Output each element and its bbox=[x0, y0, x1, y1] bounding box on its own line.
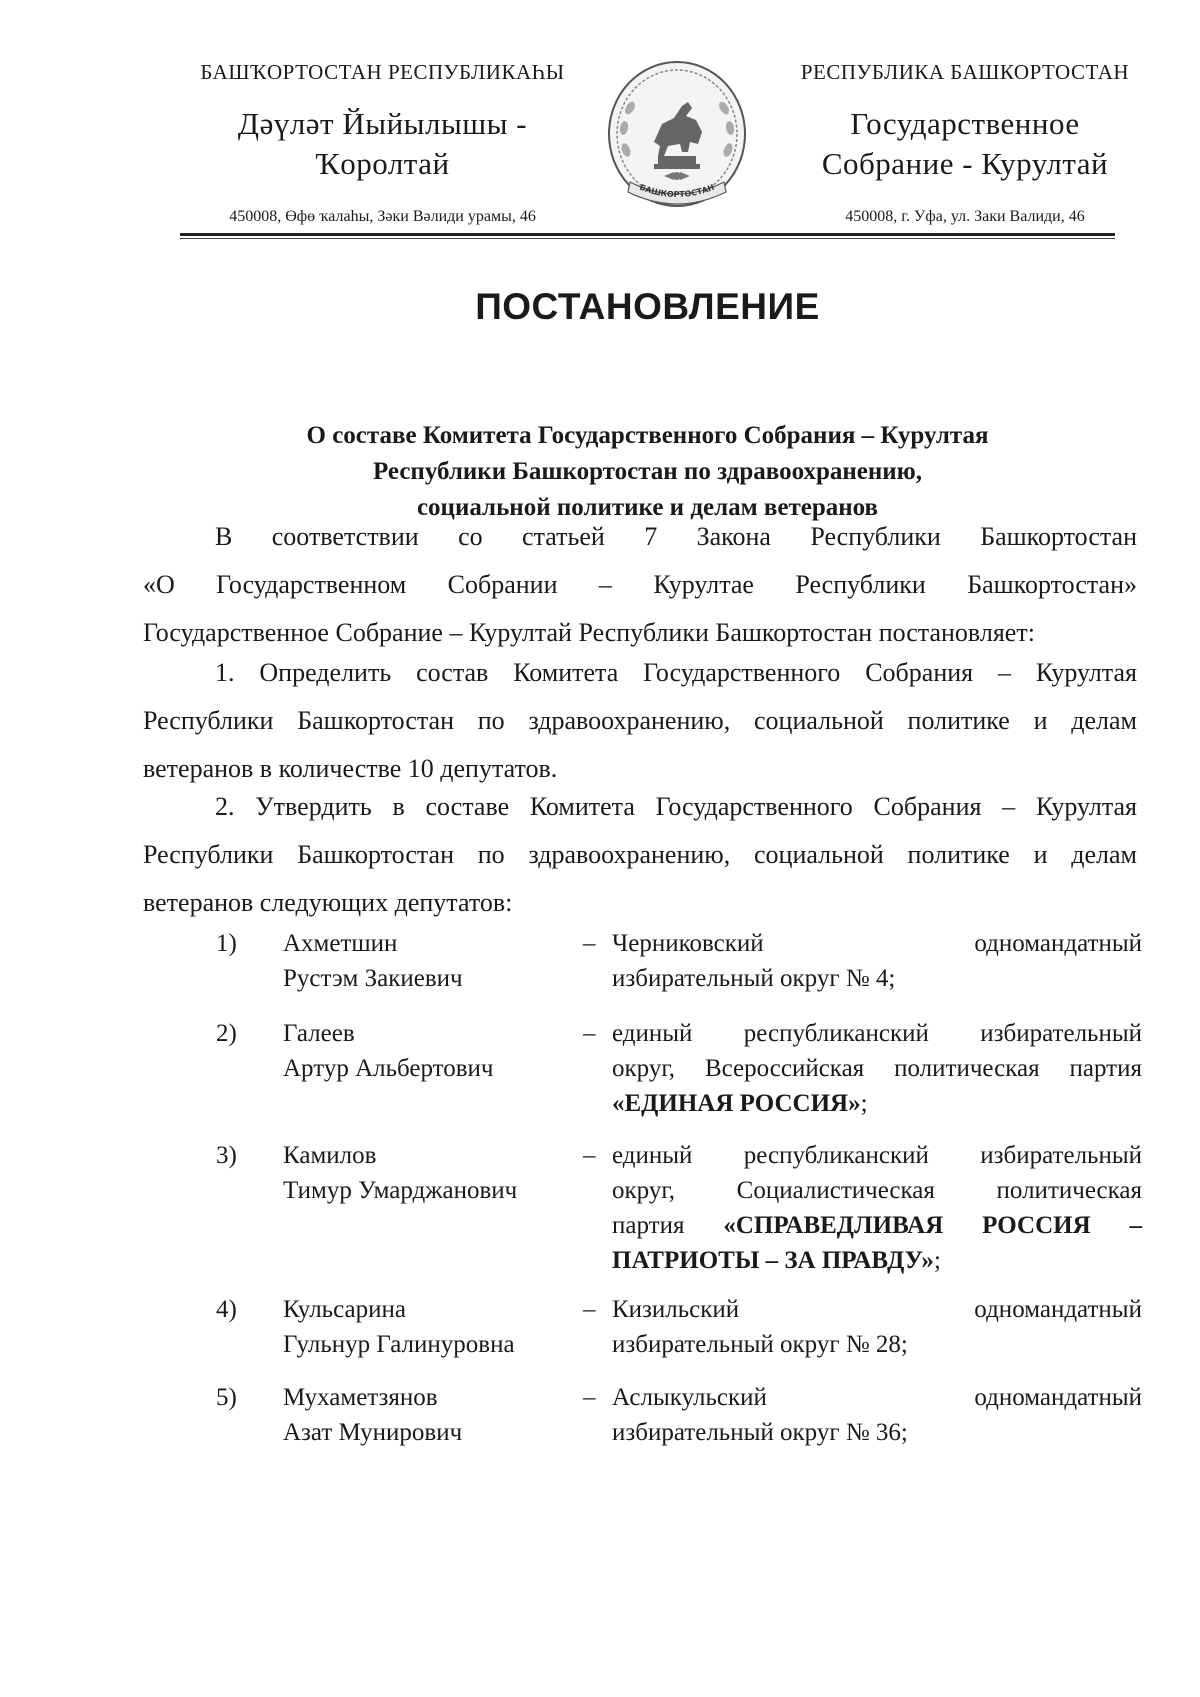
item-2-line-1: 2. Утвердить в составе Комитета Государственного Собрания – Курултая bbox=[215, 792, 1137, 821]
deputy-2-party-name: «ЕДИНАЯ РОССИЯ» bbox=[612, 1090, 861, 1117]
deputy-2-district-line-2: округ, Всероссийская политическая партия bbox=[612, 1055, 1142, 1082]
deputy-2-terminator: ; bbox=[860, 1090, 868, 1117]
deputy-2-surname: Галеев bbox=[283, 1020, 355, 1047]
deputy-2-district-line-1: единый республиканский избирательный bbox=[612, 1020, 1142, 1047]
header-left-organization bbox=[175, 104, 590, 184]
header-right-org-line2: Собрание - Курултай bbox=[821, 146, 1109, 181]
subject-line-1: О составе Комитета Государственного Собрания – Курултая bbox=[306, 422, 989, 449]
deputy-3-party-name-part-1: «СПРАВЕДЛИВАЯ РОССИЯ – bbox=[723, 1212, 1142, 1239]
deputy-3-party-prefix: партия bbox=[612, 1212, 724, 1239]
deputy-4-surname: Кульсарина bbox=[283, 1296, 406, 1323]
header-right-republic: РЕСПУБЛИКА БАШКОРТОСТАН bbox=[800, 60, 1130, 84]
header-left-republic: БАШҠОРТОСТАН РЕСПУБЛИКАҺЫ bbox=[200, 60, 565, 84]
deputy-2-number: 2) bbox=[216, 1020, 237, 1047]
deputy-5-dash: – bbox=[583, 1384, 596, 1411]
item-1-line-3: ветеранов в количестве 10 депутатов. bbox=[143, 754, 558, 783]
deputy-5-given-names: Азат Мунирович bbox=[283, 1419, 463, 1446]
deputy-1-district-line-2: избирательный округ № 4; bbox=[612, 965, 896, 992]
preamble-line-2: «О Государственном Собрании – Курултае Республики Башкортостан» bbox=[143, 570, 1137, 599]
deputy-3-terminator: ; bbox=[933, 1247, 941, 1274]
emblem-ribbon-text: БАШКОРТОСТАН bbox=[638, 182, 716, 200]
deputy-3-party-line-2 bbox=[612, 1243, 1142, 1278]
header-left-org-line1: Дәүләт Йыйылышы - bbox=[237, 106, 528, 141]
deputy-3-surname: Камилов bbox=[283, 1142, 377, 1169]
deputy-2-dash: – bbox=[583, 1020, 596, 1047]
header-divider-thin bbox=[180, 238, 1115, 239]
preamble-line-1: В соответствии со статьей 7 Закона Республики Башкортостан bbox=[215, 522, 1137, 551]
deputy-2-district bbox=[612, 1016, 1142, 1121]
deputy-1-district-line-1: Черниковский одномандатный bbox=[612, 930, 1142, 957]
item-1-paragraph bbox=[143, 649, 1137, 793]
deputy-3-given-names: Тимур Умарджанович bbox=[283, 1177, 518, 1204]
document-subject bbox=[180, 418, 1115, 526]
deputy-5-district-line-2: избирательный округ № 36; bbox=[612, 1419, 908, 1446]
deputy-4-given-names: Гульнур Галинуровна bbox=[283, 1331, 515, 1358]
deputy-1-surname: Ахметшин bbox=[283, 930, 398, 957]
deputy-3-district-line-1: единый республиканский избирательный bbox=[612, 1142, 1142, 1169]
deputy-5-name bbox=[283, 1380, 553, 1450]
deputy-2-party-line bbox=[612, 1086, 1142, 1121]
deputy-4-number: 4) bbox=[216, 1296, 237, 1323]
item-1-line-1: 1. Определить состав Комитета Государственного Собрания – Курултая bbox=[215, 658, 1137, 687]
deputy-5-number: 5) bbox=[216, 1384, 237, 1411]
deputy-3-district bbox=[612, 1138, 1142, 1278]
deputy-3-dash: – bbox=[583, 1142, 596, 1169]
deputy-1-name bbox=[283, 926, 553, 996]
deputy-4-district bbox=[612, 1292, 1142, 1362]
coat-of-arms-emblem bbox=[604, 58, 750, 216]
deputy-3-name bbox=[283, 1138, 553, 1208]
deputy-4-dash: – bbox=[583, 1296, 596, 1323]
deputy-3-party-name-part-2: ПАТРИОТЫ – ЗА ПРАВДУ» bbox=[612, 1247, 934, 1274]
deputy-1-given-names: Рустэм Закиевич bbox=[283, 965, 463, 992]
subject-line-2: Республики Башкортостан по здравоохранению, bbox=[372, 458, 923, 485]
header-right-address: 450008, г. Уфа, ул. Заки Валиди, 46 bbox=[845, 208, 1085, 225]
item-1-line-2: Республики Башкортостан по здравоохранению, социальной политике и делам bbox=[143, 706, 1137, 735]
preamble-line-3: Государственное Собрание – Курултай Республики Башкортостан постановляет: bbox=[143, 618, 1035, 647]
deputy-4-district-line-1: Кизильский одномандатный bbox=[612, 1296, 1142, 1323]
deputy-1-number: 1) bbox=[216, 930, 237, 957]
deputy-5-district-line-1: Аслыкульский одномандатный bbox=[612, 1384, 1142, 1411]
deputy-3-district-line-2: округ, Социалистическая политическая bbox=[612, 1177, 1142, 1204]
item-2-paragraph bbox=[143, 783, 1137, 927]
deputy-1-district bbox=[612, 926, 1142, 996]
deputy-5-surname: Мухаметзянов bbox=[283, 1384, 438, 1411]
header-right-organization bbox=[770, 104, 1160, 184]
header-left-address: 450008, Өфө ҡалаһы, Зәки Вәлиди урамы, 46 bbox=[229, 208, 536, 225]
header-divider-thick bbox=[180, 233, 1115, 236]
document-title: ПОСТАНОВЛЕНИЕ bbox=[475, 286, 820, 327]
deputy-4-district-line-2: избирательный округ № 28; bbox=[612, 1331, 908, 1358]
header-left-org-line2: Ҡоролтай bbox=[315, 146, 450, 181]
item-2-line-3: ветеранов следующих депутатов: bbox=[143, 888, 513, 917]
header-right-org-line1: Государственное bbox=[850, 106, 1080, 141]
deputy-4-name bbox=[283, 1292, 553, 1362]
deputy-1-dash: – bbox=[583, 930, 596, 957]
deputy-2-given-names: Артур Альбертович bbox=[283, 1055, 494, 1082]
preamble-paragraph bbox=[143, 513, 1137, 657]
deputy-3-number: 3) bbox=[216, 1142, 237, 1169]
deputy-5-district bbox=[612, 1380, 1142, 1450]
deputy-2-name bbox=[283, 1016, 553, 1086]
subject-line-3: социальной политике и делам ветеранов bbox=[416, 494, 879, 521]
deputy-3-party-line-1 bbox=[612, 1208, 1142, 1243]
item-2-line-2: Республики Башкортостан по здравоохранению, социальной политике и делам bbox=[143, 840, 1137, 869]
